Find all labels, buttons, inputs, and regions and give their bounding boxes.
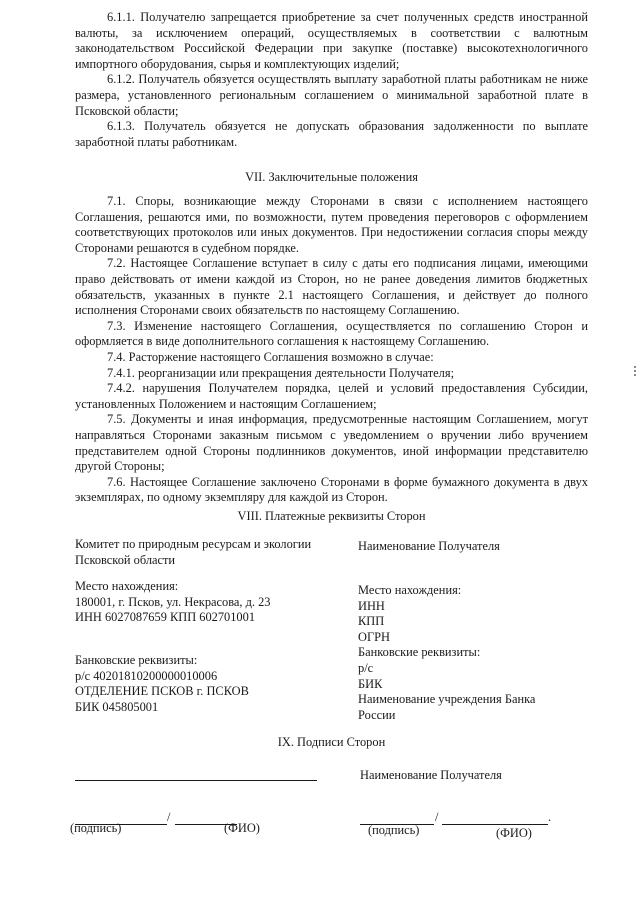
recipient-name: Наименование Получателя <box>358 539 500 553</box>
payer-location <box>75 579 345 626</box>
recipient-location-label: Место нахождения: <box>358 583 462 597</box>
payer-name-line-2: Псковской области <box>75 552 176 567</box>
recipient-kpp: КПП <box>358 614 385 629</box>
recipient-slash: / <box>435 810 439 824</box>
clause-7-6: 7.6. Настоящее Соглашение заключено Сторонами в форме бумажного документа в двух экземплярах, по одному экземпляру для каждой из Сторон. <box>75 474 588 505</box>
clause-6-1-2: 6.1.2. Получатель обязуется осуществлять выплату заработной платы работникам не ниже размера, установленного региональным соглашением о минимальной заработной плате в Псковской области; <box>75 72 588 118</box>
recipient-details <box>358 583 588 723</box>
payer-signature-label: (подпись) <box>70 821 122 835</box>
payer-bank <box>75 653 345 715</box>
recipient-fio-line <box>442 824 548 825</box>
section-7-heading: VII. Заключительные положения <box>245 170 418 184</box>
section-7-body <box>75 194 588 506</box>
clause-7-5: 7.5. Документы и иная информация, предусмотренные настоящим Соглашением, могут направляться Сторонами заказным письмом с уведомлением о вручении либо вручением представителем одной Стороны подлинников документов, иной информации представителю другой Стороны; <box>75 412 588 474</box>
clause-6-1-1: 6.1.1. Получателю запрещается приобретение за счет полученных средств иностранной валюты, за исключением операций, осуществляемых в соответствии с валютным законодательством Российской Федерации при закупке (поставке) высокотехнологичного импортного оборудования, сырья и комплектующих изделий; <box>75 10 588 71</box>
section-6-tail <box>75 10 588 150</box>
scan-artifact <box>634 366 636 376</box>
clause-7-1: 7.1. Споры, возникающие между Сторонами в связи с исполнением настоящего Соглашения, решаются ими, по возможности, путем проведения переговоров с оформлением соответствующих протоколов или иных документов. При недостижении согласия споры между Сторонами решаются в судебном порядке. <box>75 194 588 255</box>
recipient-bank-name-line-1: Наименование учреждения Банка <box>358 692 536 707</box>
payer-name-line-1: Комитет по природным ресурсам и экологии <box>75 537 312 551</box>
payer-inn-kpp: ИНН 6027087659 КПП 602701001 <box>75 610 256 625</box>
recipient-bank-name-line-2: России <box>358 707 396 722</box>
recipient-bank-label: Банковские реквизиты: <box>358 645 481 660</box>
payer-location-label: Место нахождения: <box>75 579 179 593</box>
payer-address: 180001, г. Псков, ул. Некрасова, д. 23 <box>75 594 271 609</box>
payer-account: р/с 40201810200000010006 <box>75 668 218 683</box>
section-9-heading: IX. Подписи Сторон <box>277 735 386 749</box>
payer-slash: / <box>167 810 171 824</box>
recipient-account: р/с <box>358 660 374 675</box>
clause-7-3: 7.3. Изменение настоящего Соглашения, осуществляется по соглашению Сторон и оформляется в виде дополнительного соглашения к настоящему Соглашению. <box>75 318 588 349</box>
clause-7-4-2: 7.4.2. нарушения Получателем порядка, целей и условий предоставления Субсидии, установленных Положением и настоящим Соглашением; <box>75 381 588 411</box>
payer-name-line <box>75 780 317 781</box>
clause-6-1-3: 6.1.3. Получатель обязуется не допускать образования задолженности по выплате заработной платы работникам. <box>75 119 588 149</box>
clause-7-2: 7.2. Настоящее Соглашение вступает в силу с даты его подписания лицами, имеющими право действовать от имени каждой из Сторон, но не ранее доведения лимитов бюджетных обязательств, указанных в пункте 2.1 настоящего Соглашения, и действует до полного исполнения Сторонами своих обязательств по настоящему Соглашению. <box>75 256 588 318</box>
clause-7-4: 7.4. Расторжение настоящего Соглашения возможно в случае: <box>107 349 434 364</box>
payer-bik: БИК 045805001 <box>75 699 159 714</box>
recipient-signature-label: (подпись) <box>368 823 420 837</box>
recipient-name-block <box>358 539 588 555</box>
payer-details <box>75 537 345 568</box>
clause-7-4-1: 7.4.1. реорганизации или прекращения деятельности Получателя; <box>107 365 455 380</box>
recipient-inn: ИНН <box>358 598 385 613</box>
payer-bank-name: ОТДЕЛЕНИЕ ПСКОВ г. ПСКОВ <box>75 684 249 699</box>
recipient-bik: БИК <box>358 676 383 691</box>
payer-fio-label: (ФИО) <box>224 821 260 835</box>
recipient-fio-label: (ФИО) <box>496 826 532 840</box>
recipient-signature-name: Наименование Получателя <box>360 768 502 782</box>
section-8-heading: VIII. Платежные реквизиты Сторон <box>237 509 426 523</box>
payer-bank-label: Банковские реквизиты: <box>75 653 198 667</box>
recipient-ogrn: ОГРН <box>358 629 390 644</box>
recipient-dot: . <box>548 810 552 824</box>
